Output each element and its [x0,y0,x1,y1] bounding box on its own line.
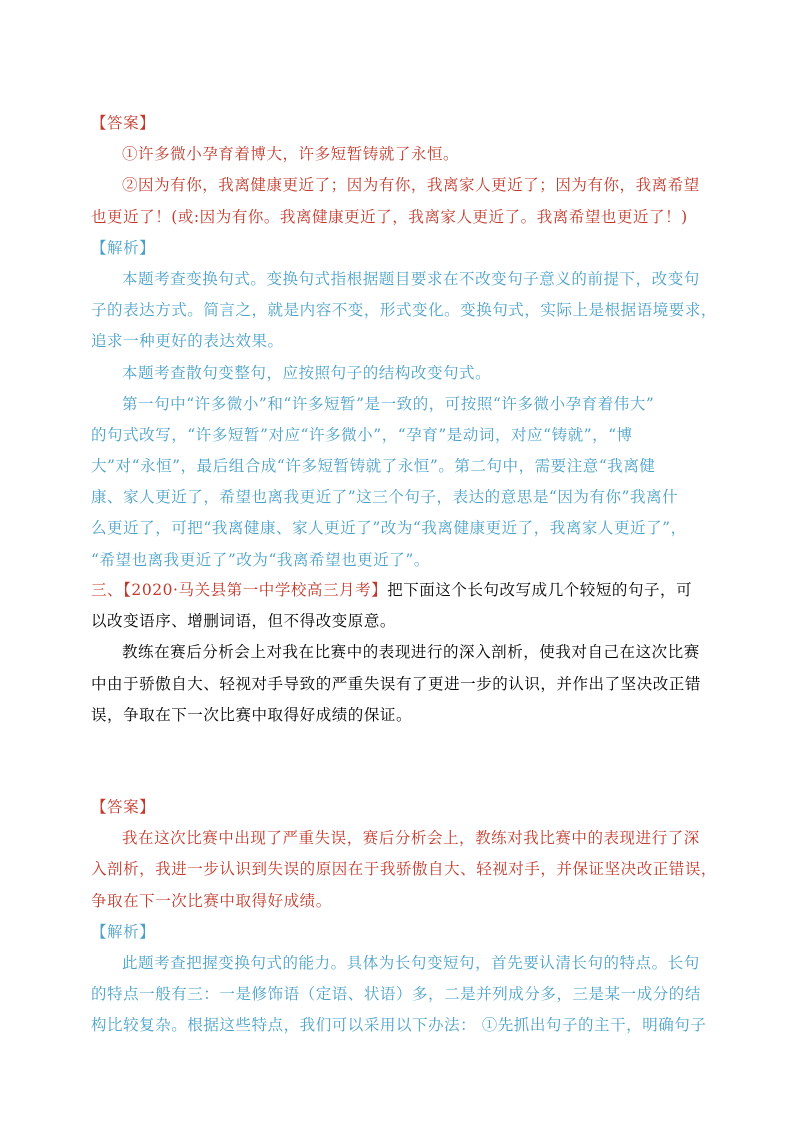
answer-section-1 [91,108,717,576]
analysis-line: 本题考查散句变整句，应按照句子的结构改变句式。 [122,363,492,382]
analysis-line: 康、家人更近了，希望也离我更近了”这三个句子，表达的意思是“因为有你”我离什 [91,488,679,507]
answer-label: 【答案】 [91,114,156,132]
answer-line: 争取在下一次比赛中取得好成绩。 [91,891,332,910]
passage-line: 教练在赛后分析会上对我在比赛中的表现进行的深入剖析，使我对自己在这次比赛 [122,643,700,662]
question-source: 【2020·马关县第一中学校高三月考】 [123,581,388,599]
question-3 [91,575,706,731]
answer-line: ②因为有你，我离健康更近了；因为有你，我离家人更近了；因为有你，我离希望 [122,176,700,195]
answer-line: 也更近了！(或:因为有你。我离健康更近了，我离家人更近了。我离希望也更近了！) [91,207,688,226]
analysis-line: 子的表达方式。简言之，就是内容不变，形式变化。变换句式，实际上是根据语境要求， [91,301,717,320]
analysis-line: “希望也离我更近了”改为“我离希望也更近了”。 [91,550,430,569]
answer-line: 入剖析，我进一步认识到失误的原因在于我骄傲自大、轻视对手，并保证坚决改正错误， [91,860,717,879]
analysis-line: 大”对“永恒”，最后组合成“许多短暂铸就了永恒”。第二句中，需要注意“我离健 [91,457,656,476]
analysis-line: 么更近了，可把“我离健康、家人更近了”改为“我离健康更近了，我离家人更近了”， [91,519,687,538]
analysis-label: 【解析】 [91,922,156,941]
analysis-line [91,1010,706,1041]
answer-label: 【答案】 [91,798,156,816]
analysis-text: 构比较复杂。根据这些特点，我们可以采用以下办法： [91,1016,477,1035]
analysis-label: 【解析】 [91,238,156,257]
passage-line: 误，争取在下一次比赛中取得好成绩的保证。 [91,705,413,724]
question-prompt-text: 把下面这个长句改写成几个较短的句子，可 [387,581,693,599]
analysis-line: 第一句中“许多微小”和“许多短暂”是一致的，可按照“许多微小孕育着伟大” [122,394,655,413]
answer-line: ①许多微小孕育着博大，许多短暂铸就了永恒。 [122,145,460,164]
answer-line: 我在这次比赛中出现了严重失误，赛后分析会上，教练对我比赛中的表现进行了深 [122,829,700,848]
answer-section-2 [91,792,717,1042]
analysis-line: 的句式改写，“许多短暂”对应“许多微小”，“孕育”是动词，对应“铸就”，“博 [91,425,633,444]
analysis-tail: ①先抓出句子的主干，明确句子 [481,1016,707,1035]
analysis-line: 的特点一般有三：一是修饰语（定语、状语）多，二是并列成分多，三是某一成分的结 [91,985,701,1004]
question-prompt [91,575,706,606]
question-number: 三、 [91,581,124,599]
passage-line: 中由于骄傲自大、轻视对手导致的严重失误有了更进一步的认识，并作出了坚决改正错 [91,674,701,693]
analysis-line: 此题考查把握变换句式的能力。具体为长句变短句，首先要认清长句的特点。长句 [122,953,700,972]
analysis-line: 本题考查变换句式。变换句式指根据题目要求在不改变句子意义的前提下，改变句 [122,269,700,288]
question-prompt-line: 以改变语序、增删词语，但不得改变原意。 [91,612,396,631]
analysis-line: 追求一种更好的表达效果。 [91,332,284,351]
